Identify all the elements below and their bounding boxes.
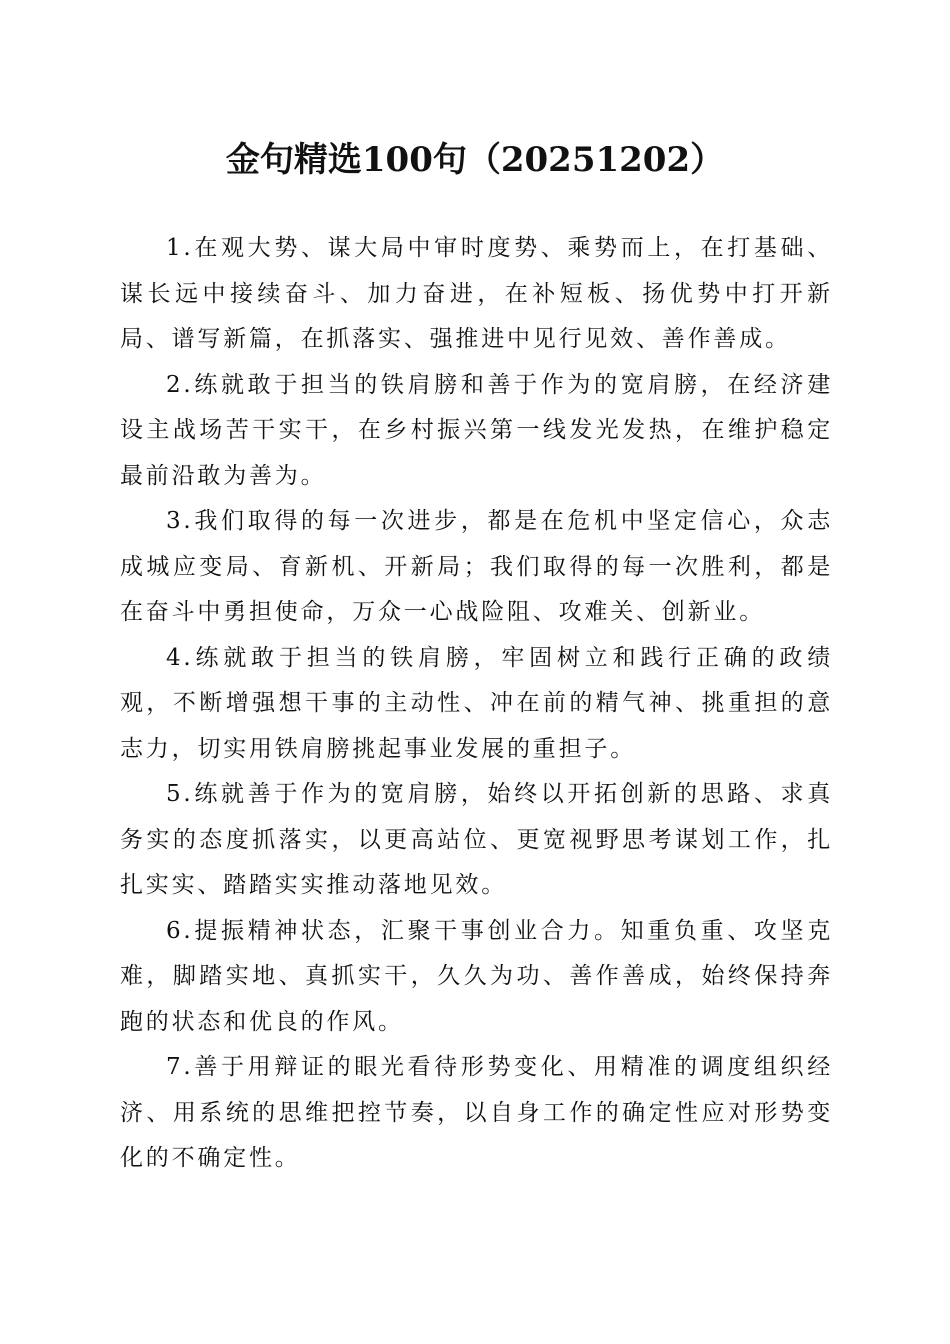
- paragraph-4: 4.练就敢于担当的铁肩膀，牢固树立和践行正确的政绩观，不断增强想干事的主动性、冲在前的精气神、挑重担的意志力，切实用铁肩膀挑起事业发展的重担子。: [120, 644, 833, 762]
- paragraph-6: 6.提振精神状态，汇聚干事创业合力。知重负重、攻坚克难，脚踏实地、真抓实干，久久为功、善作善成，始终保持奔跑的状态和优良的作风。: [120, 917, 833, 1035]
- paragraph-1: 1.在观大势、谋大局中审时度势、乘势而上，在打基础、谋长远中接续奋斗、加力奋进，在补短板、扬优势中打开新局、谱写新篇，在抓落实、强推进中见行见效、善作善成。: [120, 235, 833, 352]
- paragraph-7: 7.善于用辩证的眼光看待形势变化、用精准的调度组织经济、用系统的思维把控节奏，以自身工作的确定性应对形势变化的不确定性。: [120, 1054, 833, 1171]
- paragraph-5: 5.练就善于作为的宽肩膀，始终以开拓创新的思路、求真务实的态度抓落实，以更高站位、更宽视野思考谋划工作，扎扎实实、踏踏实实推动落地见效。: [120, 781, 833, 898]
- paragraph-3: 3.我们取得的每一次进步，都是在危机中坚定信心，众志成城应变局、育新机、开新局；我们取得的每一次胜利，都是在奋斗中勇担使命，万众一心战险阻、攻难关、创新业。: [120, 508, 833, 625]
- paragraph-2: 2.练就敢于担当的铁肩膀和善于作为的宽肩膀，在经济建设主战场苦干实干，在乡村振兴第一线发光发热，在维护稳定最前沿敢为善为。: [120, 371, 833, 489]
- document-body: [120, 226, 833, 1182]
- document-title: 金句精选100句（20251202）: [225, 140, 725, 180]
